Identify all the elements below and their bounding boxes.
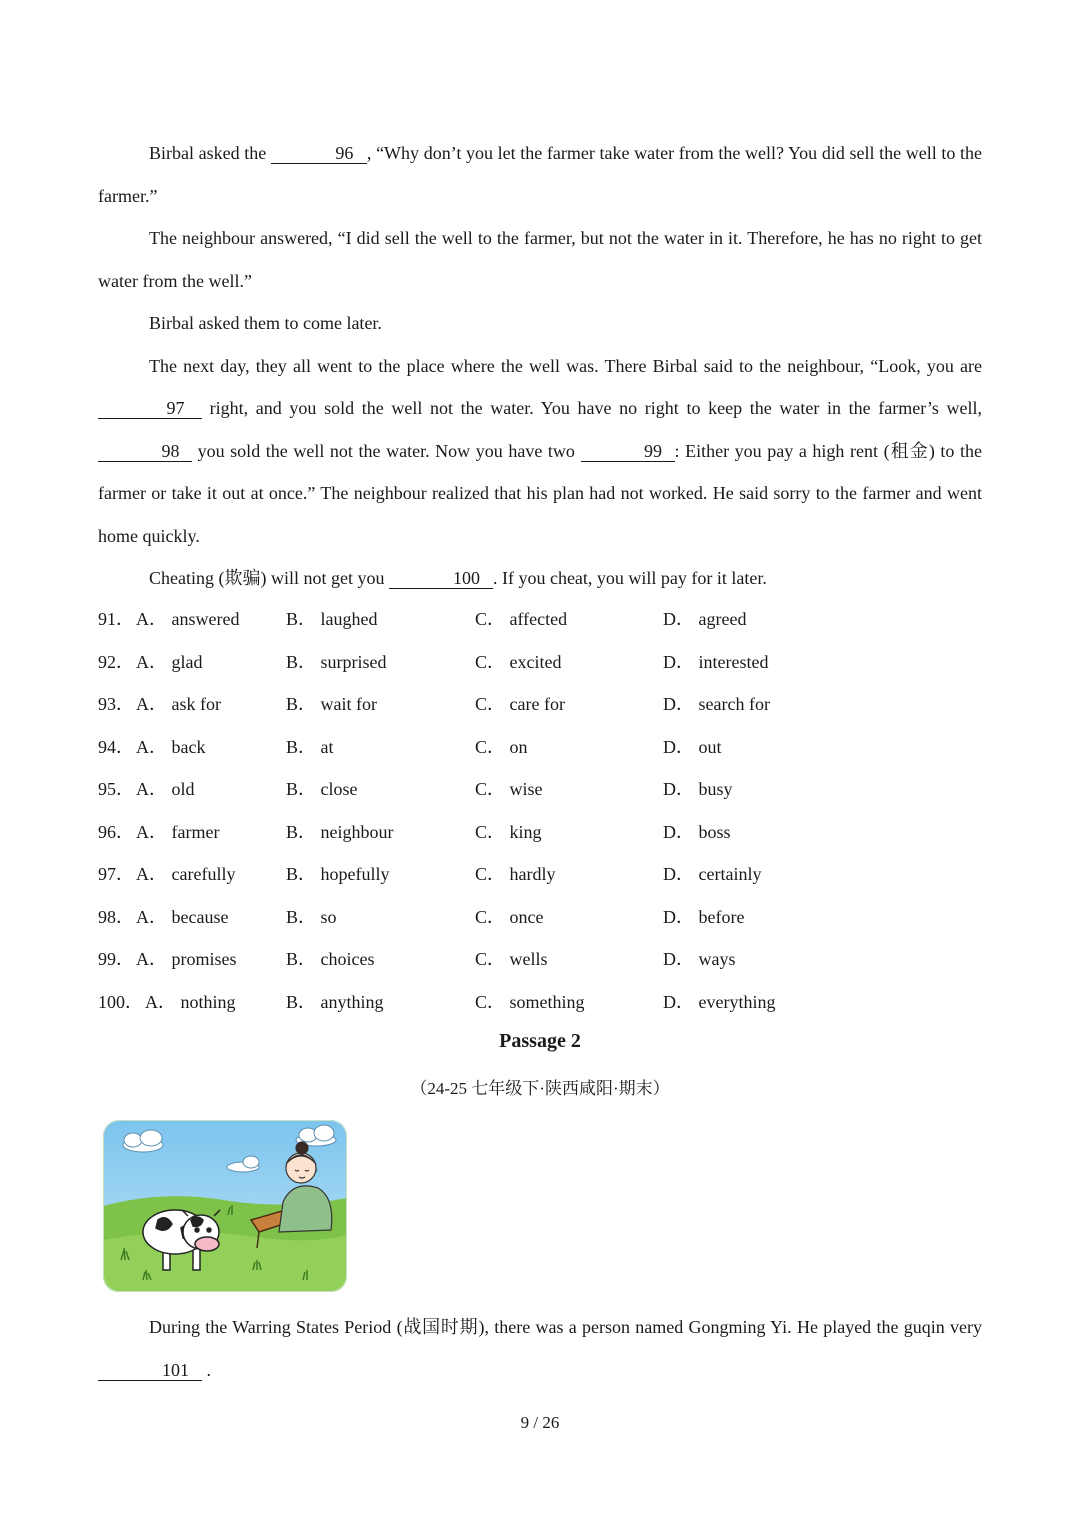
passage-2-body <box>98 1306 982 1391</box>
option-b: B． choices <box>286 949 375 969</box>
paragraph: Birbal asked the 96 , “Why don’t you let the farmer take water from the well? You did sell the well to the farmer.” <box>98 143 983 206</box>
option-c: C． wells <box>475 949 548 969</box>
option-b: B． neighbour <box>286 821 394 842</box>
option-d: D． out <box>663 736 722 757</box>
option-d: D． interested <box>663 651 769 672</box>
option-a: A． farmer <box>136 821 220 842</box>
paragraph: The neighbour answered, “I did sell the well to the farmer, but not the water in it. Therefore, he has no right to get water from the well.” <box>98 228 982 291</box>
option-b: B． so <box>286 906 337 927</box>
option-b: B． hopefully <box>286 864 390 884</box>
question-row: 97． A． carefully B． hopefully C． hardly D． certainly <box>98 853 982 896</box>
passage-title: Passage 2 <box>499 1030 581 1052</box>
page-number: 9 / 26 <box>520 1413 560 1432</box>
cow-and-guqin-player-illustration <box>103 1120 347 1292</box>
option-a: A． glad <box>136 651 203 672</box>
question-row: 98． A． because B． so C． once D． before <box>98 896 982 939</box>
passage-source: （24-25 七年级下·陕西咸阳·期末） <box>410 1079 670 1098</box>
option-d: D． search for <box>663 694 770 714</box>
option-b: B． surprised <box>286 651 387 672</box>
option-a: A． nothing <box>145 991 236 1012</box>
option-c: C． care for <box>475 694 565 714</box>
blank-100: 100 <box>389 568 493 589</box>
option-a: A． back <box>136 736 206 757</box>
blank-99: 99 <box>581 441 675 462</box>
option-a: A． promises <box>136 949 237 969</box>
option-d: D． certainly <box>663 864 762 884</box>
option-a: A． old <box>136 779 195 799</box>
paragraph: During the Warring States Period (战国时期), there was a person named Gongming Yi. He played the guqin very 101 . <box>98 1306 982 1391</box>
question-row: 92． A． glad B． surprised C． excited D． interested <box>98 641 982 684</box>
blank-98: 98 <box>98 441 192 462</box>
option-a: A． ask for <box>136 694 221 714</box>
question-row: 100． A． nothing B． anything C． something D． everything <box>98 981 982 1024</box>
option-c: C． excited <box>475 651 562 672</box>
answer-options <box>98 598 982 1023</box>
option-c: C． hardly <box>475 864 556 884</box>
option-c: C． affected <box>475 609 568 629</box>
option-c: C． on <box>475 736 528 757</box>
question-row: 91． A． answered B． laughed C． affected D． agreed <box>98 598 982 641</box>
option-b: B． laughed <box>286 609 378 629</box>
passage-1-body <box>98 132 982 600</box>
option-d: D． before <box>663 906 745 927</box>
option-c: C． king <box>475 821 542 842</box>
option-d: D． ways <box>663 949 736 969</box>
question-row: 99． A． promises B． choices C． wells D． ways <box>98 938 982 981</box>
question-row: 95． A． old B． close C． wise D． busy <box>98 768 982 811</box>
option-c: C． once <box>475 906 544 927</box>
option-d: D． busy <box>663 779 733 799</box>
paragraph: The next day, they all went to the place where the well was. There Birbal said to the neighbour, “Look, you are 97 right, and you sold the well not the water. You have no right to keep the water in the farmer’s well, 98 you sold the well not the water. Now you have two 99 : Either you pay a high rent (租金) to the farmer or take it out at once.” The neighbour realized that his plan had not worked. He said sorry to the farmer and went home quickly. <box>98 355 983 546</box>
option-d: D． everything <box>663 991 776 1012</box>
option-d: D． agreed <box>663 609 747 629</box>
option-c: C． something <box>475 991 585 1012</box>
option-b: B． wait for <box>286 694 377 714</box>
blank-101: 101 <box>98 1360 202 1381</box>
option-a: A． because <box>136 906 229 927</box>
paragraph: Cheating (欺骗) will not get you 100 . If you cheat, you will pay for it later. <box>149 568 767 588</box>
option-b: B． at <box>286 736 334 757</box>
paragraph: Birbal asked them to come later. <box>149 313 382 333</box>
question-row: 93． A． ask for B． wait for C． care for D． search for <box>98 683 982 726</box>
option-b: B． anything <box>286 991 384 1012</box>
blank-97: 97 <box>98 398 202 419</box>
option-b: B． close <box>286 779 358 799</box>
option-d: D． boss <box>663 821 731 842</box>
blank-96: 96 <box>271 143 367 164</box>
option-a: A． carefully <box>136 864 236 884</box>
question-row: 94． A． back B． at C． on D． out <box>98 726 982 769</box>
option-c: C． wise <box>475 779 543 799</box>
question-row: 96． A． farmer B． neighbour C． king D． boss <box>98 811 982 854</box>
option-a: A． answered <box>136 609 240 629</box>
